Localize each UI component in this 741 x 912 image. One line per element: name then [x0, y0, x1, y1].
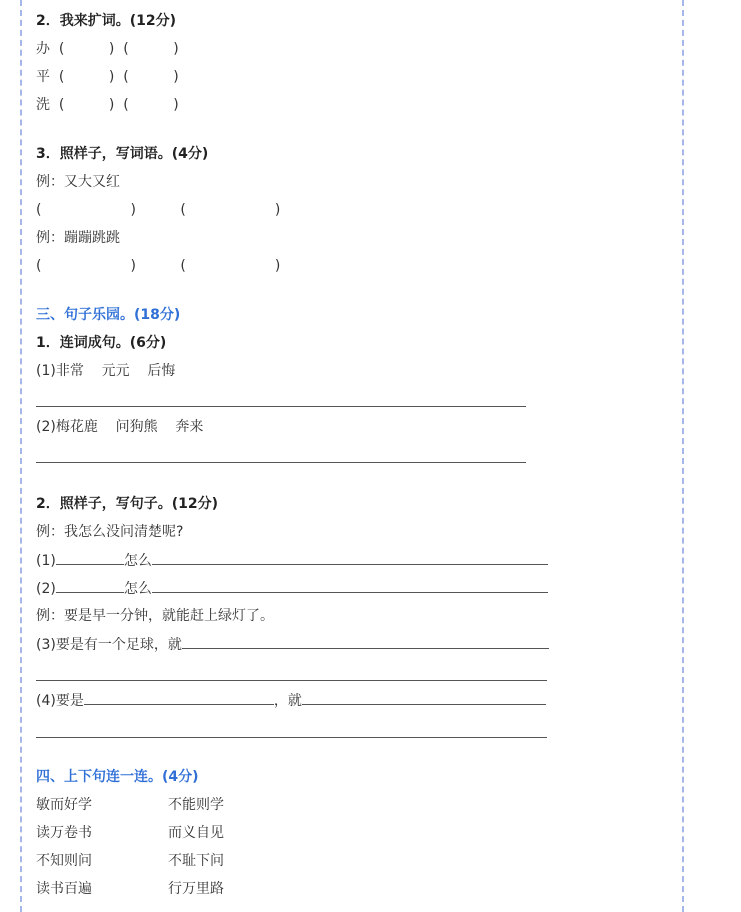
match-left[interactable]: 读书百遍: [36, 881, 92, 897]
s3-q1-item2: (2)梅花鹿 问狗熊 奔来: [36, 419, 204, 435]
item-prefix: (4)要是: [36, 693, 84, 709]
match-left[interactable]: 不知则问: [36, 853, 92, 869]
s3-q2-item3: [36, 634, 549, 655]
right-dashed-border: [682, 0, 684, 912]
s3-q1-title: 1．连词成句。(6分): [36, 335, 167, 351]
left-dashed-border: [20, 0, 22, 912]
q2-row-1: [36, 39, 179, 59]
match-left[interactable]: 敏而好学: [36, 797, 92, 813]
q3-example-1: 例：又大又红: [36, 174, 120, 190]
item-mid: 怎么: [123, 581, 152, 597]
s3-q2-example1: 例：我怎么没问清楚呢?: [36, 524, 184, 540]
match-right[interactable]: 而义自见: [168, 825, 224, 841]
q2-row-char: 洗: [36, 97, 50, 113]
item-prefix: (3)要是有一个足球，就: [36, 637, 182, 653]
q2-title: 2．我来扩词。(12分): [36, 13, 177, 29]
answer-line[interactable]: [36, 680, 547, 681]
s3-q2-item2: [36, 578, 548, 599]
q2-row-blanks[interactable]: ( ) ( ): [58, 41, 179, 57]
match-row: [36, 823, 224, 843]
match-row: [36, 879, 224, 899]
fill-blank[interactable]: [56, 578, 124, 593]
q2-row-blanks[interactable]: ( ) ( ): [58, 69, 179, 85]
answer-line[interactable]: [36, 406, 526, 407]
item-prefix: (1): [36, 553, 56, 569]
match-right[interactable]: 不耻下问: [168, 853, 224, 869]
match-right[interactable]: 不能则学: [168, 797, 224, 813]
fill-blank[interactable]: [302, 690, 546, 705]
q2-row-char: 平: [36, 69, 50, 85]
s3-q1-item1: (1)非常 元元 后悔: [36, 363, 176, 379]
s3-q2-item4: [36, 690, 546, 711]
s3-q2-title: 2．照样子，写句子。(12分): [36, 496, 219, 512]
q3-example-1-blanks[interactable]: ( ) ( ): [36, 202, 281, 218]
match-right[interactable]: 行万里路: [168, 881, 224, 897]
match-row: [36, 795, 224, 815]
q3-title: 3．照样子，写词语。(4分): [36, 146, 209, 162]
match-left[interactable]: 读万卷书: [36, 825, 92, 841]
item-prefix: (2): [36, 581, 56, 597]
answer-line[interactable]: [36, 462, 526, 463]
answer-line[interactable]: [36, 737, 547, 738]
q2-row-2: [36, 67, 179, 87]
q3-example-2-blanks[interactable]: ( ) ( ): [36, 258, 281, 274]
q2-row-3: [36, 95, 179, 115]
fill-blank[interactable]: [152, 550, 548, 565]
section4-heading: 四、上下句连一连。(4分): [36, 769, 199, 785]
fill-blank[interactable]: [56, 550, 124, 565]
item-mid: ，就: [273, 693, 302, 709]
section3-heading: 三、句子乐园。(18分): [36, 307, 181, 323]
match-row: [36, 851, 224, 871]
s3-q2-item1: [36, 550, 548, 571]
fill-blank[interactable]: [84, 690, 274, 705]
fill-blank[interactable]: [182, 634, 549, 649]
q2-row-blanks[interactable]: ( ) ( ): [58, 97, 179, 113]
q3-example-2: 例：蹦蹦跳跳: [36, 230, 120, 246]
fill-blank[interactable]: [152, 578, 548, 593]
q2-row-char: 办: [36, 41, 50, 57]
s3-q2-example2: 例：要是早一分钟，就能赶上绿灯了。: [36, 608, 274, 624]
item-mid: 怎么: [123, 553, 152, 569]
